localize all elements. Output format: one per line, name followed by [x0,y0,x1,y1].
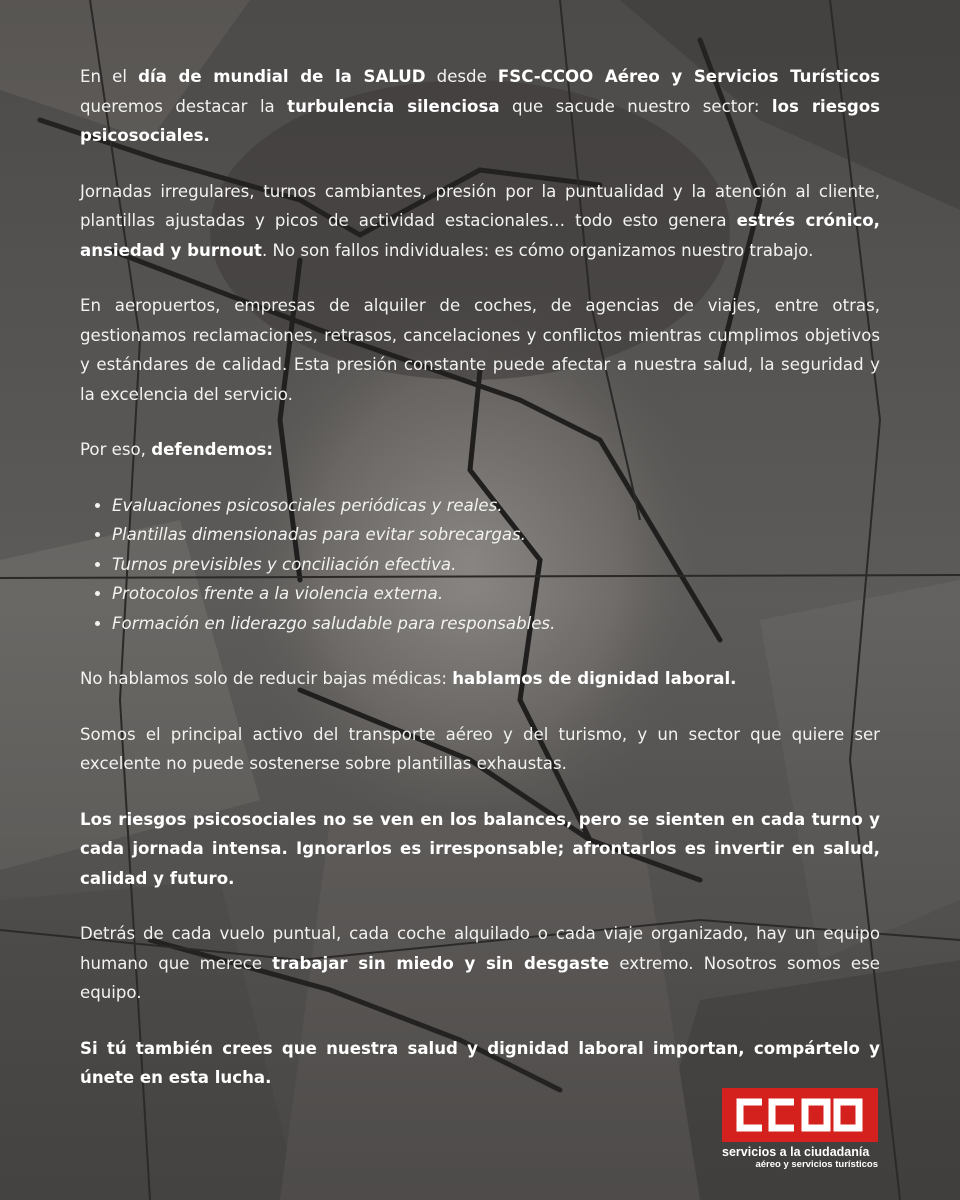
we-defend-text: Por eso, [80,440,152,459]
post-body [80,62,880,1119]
work-without-fear-bold: trabajar sin miedo y sin desgaste [272,953,610,973]
psychosocial-risks-bold: los riesgos psicosociales. [80,96,880,145]
working-conditions-paragraph [80,177,880,266]
ccoo-letters-icon [732,1096,868,1134]
intro-text: queremos destacar la [80,96,288,116]
risks-statement-paragraph [80,805,880,894]
ccoo-logo [722,1088,878,1170]
silent-turbulence-bold: turbulencia silenciosa [287,96,500,116]
list-item: • Protocolos frente a la violencia externa. [112,579,880,609]
main-asset-paragraph: Somos el principal activo del transporte aéreo y del turismo, y un sector que quiere ser excelente no puede sostenerse sobre plantillas exhaustas. [80,724,880,773]
ccoo-logo-mark [722,1088,878,1142]
list-item: • Turnos previsibles y conciliación efectiva. [112,550,880,580]
list-item: • Plantillas dimensionadas para evitar sobrecargas. [112,520,880,550]
conditions-text: Jornadas irregulares, turnos cambiantes, presión por la puntualidad y la atención al cliente, plantillas ajustadas y picos de actividad estacionales… todo esto genera [80,181,880,230]
demands-list [80,491,880,639]
risks-statement-bold: Los riesgos psicosociales no se ven en los balances, pero se sienten en cada turno y cada jornada intensa. Ignorarlos es irresponsable; afrontarlos es invertir en salud, calidad y futuro. [80,809,880,888]
intro-text: desde [425,67,498,86]
we-defend-paragraph [80,435,880,465]
dignity-bold: hablamos de dignidad laboral. [452,669,737,688]
sectors-paragraph: En aeropuertos, empresas de alquiler de coches, de agencias de viajes, entre otras, gestionamos reclamaciones, retrasos, cancelaciones y conflictos mientras cumplimos objetivos y estándares de calidad. Esta presión constante puede afectar a nuestra salud, la seguridad y la excelencia del servicio. [80,296,880,404]
call-to-action-bold: Si tú también crees que nuestra salud y dignidad laboral importan, compártelo y únete en esta lucha. [80,1038,880,1087]
world-health-day-bold: día de mundial de la SALUD [138,67,426,86]
dignity-text: No hablamos solo de reducir bajas médicas: [80,669,453,688]
logo-subtitle: servicios a la ciudadanía [722,1145,870,1159]
list-item: • Formación en liderazgo saludable para responsables. [112,609,880,639]
team-text: extremo. Nosotros somos ese equipo. [80,953,880,1002]
we-defend-bold: defendemos: [151,440,273,459]
conditions-text: . No son fallos individuales: es cómo organizamos nuestro trabajo. [262,240,814,260]
team-paragraph [80,919,880,1008]
intro-paragraph [80,62,880,151]
dignity-paragraph [80,664,880,694]
logo-sector: aéreo y servicios turísticos [755,1159,878,1170]
intro-text: En el [80,67,139,86]
call-to-action-paragraph [80,1034,880,1093]
intro-text: que sacude nuestro sector: [499,96,772,116]
stress-anxiety-burnout-bold: estrés crónico, ansiedad y burnout [80,211,880,260]
union-name-bold: FSC-CCOO Aéreo y Servicios Turísticos [497,67,880,86]
list-item: • Evaluaciones psicosociales periódicas y reales. [112,491,880,521]
team-text: Detrás de cada vuelo puntual, cada coche alquilado o cada viaje organizado, hay un equipo humano que merece [80,924,880,973]
